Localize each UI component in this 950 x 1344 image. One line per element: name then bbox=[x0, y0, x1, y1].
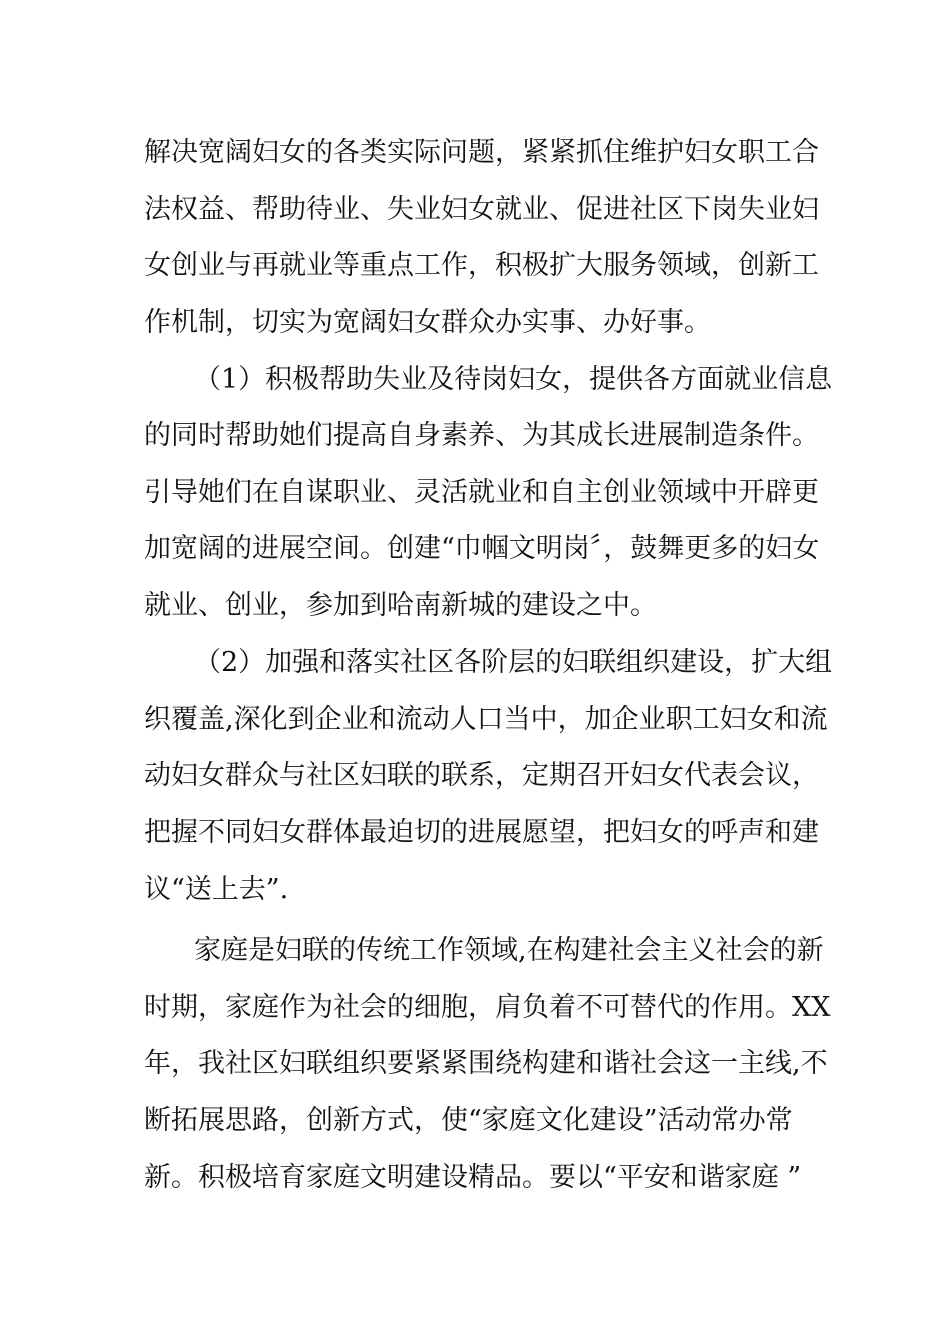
text-line: 动妇女群众与社区妇联的联系，定期召开妇女代表会议， bbox=[144, 760, 819, 791]
text-line: 织覆盖,深化到企业和流动人口当中，加企业职工妇女和流 bbox=[144, 704, 828, 735]
paragraph-start-line: 家庭是妇联的传统工作领域,在构建社会主义社会的新 bbox=[194, 935, 824, 966]
text-line: 年，我社区妇联组织要紧紧围绕构建和谐社会这一主线,不 bbox=[144, 1048, 828, 1079]
text-line: 女创业与再就业等重点工作，积极扩大服务领域，创新工 bbox=[144, 250, 819, 281]
text-line: 解决宽阔妇女的各类实际问题，紧紧抓住维护妇女职工合 bbox=[144, 137, 819, 168]
text-line: 把握不同妇女群体最迫切的进展愿望，把妇女的呼声和建 bbox=[144, 817, 819, 848]
text-line: 就业、创业，参加到哈南新城的建设之中。 bbox=[144, 590, 657, 621]
paragraph-start-line: （2）加强和落实社区各阶层的妇联组织建设，扩大组 bbox=[194, 647, 833, 678]
text-line: 断拓展思路，创新方式，使“家庭文化建设”活动常办常 bbox=[144, 1105, 793, 1136]
text-line: 议“送上去”. bbox=[144, 874, 289, 905]
text-line: 引导她们在自谋职业、灵活就业和自主创业领域中开辟更 bbox=[144, 477, 819, 508]
text-line: 时期，家庭作为社会的细胞，肩负着不可替代的作用。XX bbox=[144, 992, 831, 1023]
paragraph-start-line: （1）积极帮助失业及待岗妇女，提供各方面就业信息 bbox=[194, 364, 833, 395]
text-line: 新。积极培育家庭文明建设精品。要以“平安和谐家庭 ” bbox=[144, 1162, 802, 1193]
text-line: 的同时帮助她们提高自身素养、为其成长进展制造条件。 bbox=[144, 420, 819, 451]
text-line: 加宽阔的进展空间。创建“巾帼文明岗〞，鼓舞更多的妇女 bbox=[144, 533, 820, 564]
text-line: 作机制，切实为宽阔妇女群众办实事、办好事。 bbox=[144, 307, 711, 338]
text-line: 法权益、帮助待业、失业妇女就业、促进社区下岗失业妇 bbox=[144, 194, 819, 225]
